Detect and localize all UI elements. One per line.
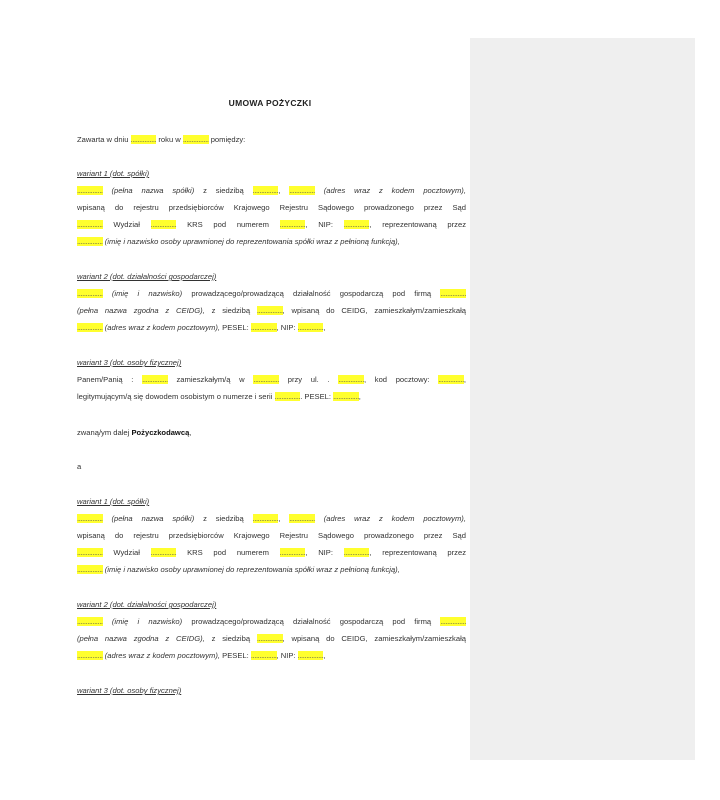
conjunction: a bbox=[77, 462, 82, 471]
text-line: ............... (imię i nazwisko) prowadzącego/prowadzącą działalność gospodarczą pod firmą ............... bbox=[77, 617, 466, 626]
field-placeholder[interactable]: ............... bbox=[256, 634, 283, 643]
variant-heading: wariant 1 (dot. spółki) bbox=[77, 497, 150, 506]
field-placeholder[interactable]: ............... bbox=[252, 186, 279, 195]
intro-line: Zawarta w dniu ............... roku w ............... pomiędzy: bbox=[77, 135, 246, 144]
text-line: ............... (pełna nazwa spółki) z siedzibą ..............., ............... (adres wraz z kodem pocztowym), bbox=[77, 186, 466, 195]
text-line: ............... Wydział ............... KRS pod numerem ..............., NIP: ..............., reprezentowaną przez bbox=[77, 548, 466, 557]
field-placeholder[interactable]: ............... bbox=[440, 289, 466, 298]
field-placeholder[interactable]: ............... bbox=[142, 375, 168, 384]
field-placeholder[interactable]: ............... bbox=[77, 651, 103, 660]
field-placeholder[interactable]: ............... bbox=[250, 323, 277, 332]
field-placeholder[interactable]: ............... bbox=[297, 323, 324, 332]
text-line: legitymującym/ą się dowodem osobistym o numerze i serii ................ PESEL: ..............., bbox=[77, 392, 361, 401]
text-line: ............... (pełna nazwa spółki) z siedzibą ..............., ............... (adres wraz z kodem pocztowym), bbox=[77, 514, 466, 523]
field-placeholder[interactable]: ............... bbox=[289, 186, 315, 195]
field-placeholder[interactable]: ............... bbox=[77, 565, 103, 574]
field-placeholder[interactable]: ............... bbox=[77, 289, 103, 298]
field-placeholder[interactable]: ............... bbox=[77, 237, 103, 246]
field-placeholder[interactable]: ............... bbox=[333, 392, 359, 401]
text-line: (pełna nazwa zgodna z CEIDG), z siedzibą ..............., wpisaną do CEIDG, zamieszkałym/zamieszkałą bbox=[77, 634, 466, 643]
field-placeholder[interactable]: ............... bbox=[150, 548, 177, 557]
field-placeholder[interactable]: ............... bbox=[274, 392, 301, 401]
variant-heading: wariant 2 (dot. działalności gospodarczej) bbox=[77, 272, 217, 281]
document-title: UMOWA POŻYCZKI bbox=[228, 98, 312, 108]
field-placeholder[interactable]: ............... bbox=[279, 220, 306, 229]
field-placeholder[interactable]: ............... bbox=[438, 375, 464, 384]
party-line: zwaną/ym dalej Pożyczkodawcą, bbox=[77, 428, 192, 437]
text-line: ............... (imię i nazwisko) prowadzącego/prowadzącą działalność gospodarczą pod firmą ............... bbox=[77, 289, 466, 298]
field-placeholder[interactable]: ............... bbox=[297, 651, 324, 660]
text-line: (pełna nazwa zgodna z CEIDG), z siedzibą ..............., wpisaną do CEIDG, zamieszkałym/zamieszkałą bbox=[77, 306, 466, 315]
text-line: ............... (imię i nazwisko osoby uprawnionej do reprezentowania spółki wraz z pełnioną funkcją), bbox=[77, 237, 400, 246]
field-placeholder[interactable]: ............... bbox=[252, 514, 279, 523]
text-line: ............... Wydział ............... KRS pod numerem ..............., NIP: ..............., reprezentowaną przez bbox=[77, 220, 466, 229]
field-placeholder[interactable]: ............... bbox=[279, 548, 306, 557]
side-panel bbox=[470, 38, 695, 760]
variant-heading: wariant 2 (dot. działalności gospodarczej) bbox=[77, 600, 217, 609]
field-placeholder[interactable]: ............... bbox=[77, 323, 103, 332]
field-placeholder[interactable]: ............... bbox=[253, 375, 280, 384]
text-line: ............... (adres wraz z kodem pocztowym), PESEL: ..............., NIP: ..............., bbox=[77, 323, 326, 332]
field-placeholder[interactable]: ............... bbox=[250, 651, 277, 660]
variant-heading: wariant 3 (dot. osoby fizycznej) bbox=[77, 358, 182, 367]
field-placeholder[interactable]: ............... bbox=[150, 220, 177, 229]
text-line: wpisaną do rejestru przedsiębiorców Krajowego Rejestru Sądowego prowadzonego przez Sąd bbox=[77, 531, 466, 540]
field-placeholder[interactable]: ............... bbox=[338, 375, 364, 384]
field-placeholder[interactable]: ............... bbox=[343, 548, 370, 557]
place-placeholder[interactable]: ............... bbox=[182, 135, 209, 144]
field-placeholder[interactable]: ............... bbox=[77, 548, 103, 557]
text-line: ............... (adres wraz z kodem pocztowym), PESEL: ..............., NIP: ..............., bbox=[77, 651, 326, 660]
variant-heading: wariant 1 (dot. spółki) bbox=[77, 169, 150, 178]
date-placeholder[interactable]: ............... bbox=[130, 135, 157, 144]
field-placeholder[interactable]: ............... bbox=[77, 514, 103, 523]
field-placeholder[interactable]: ............... bbox=[77, 617, 103, 626]
field-placeholder[interactable]: ............... bbox=[343, 220, 370, 229]
text-line: Panem/Panią : ............... zamieszkałym/ą w ............... przy ul. . ..............., kod pocztowy: ..............., bbox=[77, 375, 466, 384]
variant-heading: wariant 3 (dot. osoby fizycznej) bbox=[77, 686, 182, 695]
field-placeholder[interactable]: ............... bbox=[256, 306, 283, 315]
text-line: wpisaną do rejestru przedsiębiorców Krajowego Rejestru Sądowego prowadzonego przez Sąd bbox=[77, 203, 466, 212]
field-placeholder[interactable]: ............... bbox=[289, 514, 315, 523]
field-placeholder[interactable]: ............... bbox=[77, 186, 103, 195]
field-placeholder[interactable]: ............... bbox=[77, 220, 103, 229]
field-placeholder[interactable]: ............... bbox=[440, 617, 466, 626]
text-line: ............... (imię i nazwisko osoby uprawnionej do reprezentowania spółki wraz z pełnioną funkcją), bbox=[77, 565, 400, 574]
